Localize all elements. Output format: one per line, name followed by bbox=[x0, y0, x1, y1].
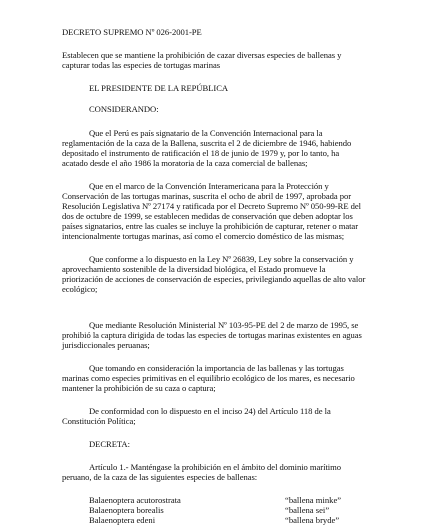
species-row bbox=[89, 505, 341, 515]
paragraph-2-line-3: Resolución Legislativa Nº 27174 y ratificada por el Decreto Supremo Nº 050-99-RE del bbox=[62, 201, 361, 211]
species-common-name: “ballena minke” bbox=[285, 495, 342, 505]
decree-title: DECRETO SUPREMO Nº 026-2001-PE bbox=[62, 27, 202, 37]
paragraph-6-line-1: De conformidad con lo dispuesto en el inciso 24) del Artículo 118 de la bbox=[89, 406, 331, 416]
paragraph-3-line-1: Que conforme a lo dispuesto en la Ley Nº 26839, Ley sobre la conservación y bbox=[89, 254, 354, 264]
paragraph-1-line-4: acatado desde el año 1986 la moratoria de la caza comercial de ballenas; bbox=[62, 158, 308, 168]
article-1-line-2: peruano, de la caza de las siguientes especies de ballenas: bbox=[62, 472, 258, 482]
species-table bbox=[89, 495, 341, 526]
paragraph-2-line-6: intencionalmente tortugas marinas, así como el comercio doméstico de las mismas; bbox=[62, 231, 345, 241]
species-row bbox=[89, 495, 341, 505]
species-scientific-name: Balaenoptera acutorostrata bbox=[89, 495, 181, 505]
article-1-line-1: Artículo 1.- Manténgase la prohibición en el ámbito del dominio marítimo bbox=[89, 462, 342, 472]
paragraph-2-line-1: Que en el marco de la Convención Interamericana para la Protección y bbox=[89, 181, 329, 191]
paragraph-3-line-2: aprovechamiento sostenible de la diversidad biológica, el Estado promueve la bbox=[62, 264, 326, 274]
considerando-heading: CONSIDERANDO: bbox=[89, 104, 159, 114]
paragraph-4-line-3: jurisdiccionales peruanas; bbox=[62, 340, 150, 350]
paragraph-3-line-4: ecológico; bbox=[62, 284, 98, 294]
species-row bbox=[89, 515, 341, 525]
paragraph-2-line-2: Conservación de las tortugas marinas, suscrita el ocho de abril de 1997, aprobada por bbox=[62, 191, 352, 201]
paragraph-1-line-1: Que el Perú es país signatario de la Convención Internacional para la bbox=[89, 128, 323, 138]
paragraph-3-line-3: priorización de acciones de conservación de especies, privilegiando aquellas de alto valor bbox=[62, 274, 366, 284]
species-common-name: “ballena sei” bbox=[285, 505, 330, 516]
summary-line-2: capturar todas las especies de tortugas marinas bbox=[62, 60, 221, 70]
paragraph-2-line-4: dos de octubre de 1999, se establecen medidas de conservación que deben adoptar los bbox=[62, 211, 353, 221]
president-heading: EL PRESIDENTE DE LA REPÚBLICA bbox=[89, 83, 229, 93]
paragraph-5-line-1: Que tomando en consideración la importancia de las ballenas y las tortugas bbox=[89, 363, 344, 373]
paragraph-1-line-3: depositado el instrumento de ratificación el 18 de junio de 1979 y, por lo tanto, ha bbox=[62, 148, 340, 158]
species-scientific-name: Balaenoptera borealis bbox=[89, 505, 164, 516]
species-common-name: “ballena bryde” bbox=[285, 515, 340, 526]
paragraph-2-line-5: países signatarios, entre las cuales se incluye la prohibición de capturar, retener o matar bbox=[62, 221, 359, 231]
paragraph-1-line-2: reglamentación de la caza de la Ballena, suscrita el 2 de diciembre de 1946, habiendo bbox=[62, 138, 352, 148]
paragraph-4-line-1: Que mediante Resolución Ministerial Nº 103-95-PE del 2 de marzo de 1995, se bbox=[89, 320, 359, 330]
summary-line-1: Establecen que se mantiene la prohibición de cazar diversas especies de ballenas y bbox=[62, 50, 342, 60]
species-scientific-name: Balaenoptera edeni bbox=[89, 515, 156, 526]
paragraph-5-line-2: marinas como especies primitivas en el equilibrio ecológico de los mares, es necesario bbox=[62, 373, 355, 383]
paragraph-5-line-3: mantener la prohibición de su caza o captura; bbox=[62, 383, 216, 393]
decreta-heading: DECRETA: bbox=[89, 439, 130, 449]
paragraph-6-line-2: Constitución Política; bbox=[62, 416, 136, 426]
paragraph-4-line-2: prohibió la captura dirigida de todas las especies de tortugas marinas existentes en aguas bbox=[62, 330, 362, 340]
